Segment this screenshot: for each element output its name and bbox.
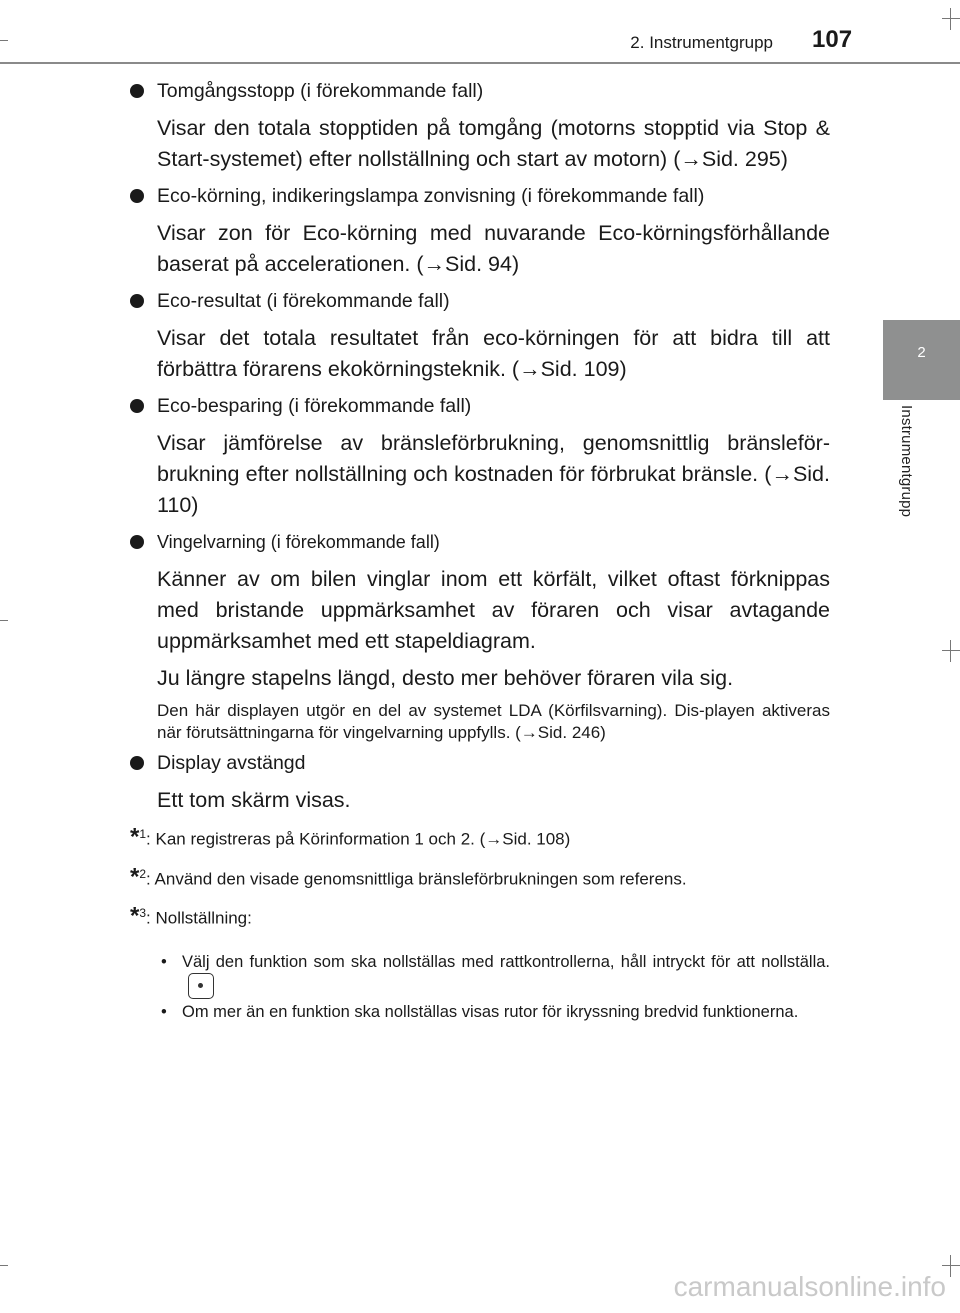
item-text: Visar den totala stopptiden på tomgång (motorns stopptid via Stop & Start-systemet) efter nollställning och start av motorn) (→Sid. 295) <box>157 116 830 171</box>
crop-mark <box>950 8 951 30</box>
crop-mark <box>0 40 8 41</box>
crop-mark <box>0 1265 8 1266</box>
header-divider <box>0 62 960 64</box>
main-content <box>130 76 830 1025</box>
chapter-number: 2 <box>917 344 926 361</box>
section-title: 2. Instrumentgrupp <box>630 33 773 52</box>
item-heading: Eco-besparing (i förekommande fall) <box>130 391 830 421</box>
bullet-dot-icon <box>130 84 144 98</box>
crop-mark <box>950 640 951 662</box>
chapter-label: Instrumentgrupp <box>898 405 915 518</box>
item-text: Ett tom skärm visas. <box>157 788 351 812</box>
bullet-dot-icon <box>130 189 144 203</box>
list-item: • Välj den funktion som ska nollställas med rattkontrollerna, håll intryckt för att nollställa. <box>130 951 830 999</box>
crop-mark <box>942 18 960 19</box>
item-text: Känner av om bilen vinglar inom ett körfält, vilket oftast förknippas med bristande uppmärksamhet av föraren och visar avtagande uppmärksamhet med ett stapeldiagram. <box>157 567 830 653</box>
bullet-dot-icon <box>130 535 144 549</box>
list-item: • Om mer än en funktion ska nollställas visas rutor för ikryssning bredvid funktionerna. <box>161 1002 799 1021</box>
bullet-dot-icon <box>130 756 144 770</box>
item-heading: Eco-körning, indikeringslampa zonvisning (i förekommande fall) <box>130 181 830 211</box>
footnote: *$^3$: Nollställning: <box>130 902 252 930</box>
item-heading: Tomgångsstopp (i förekommande fall) <box>130 76 830 106</box>
page-number: 107 <box>812 26 853 53</box>
item-heading: Display avstängd <box>130 748 830 778</box>
item-text: Visar det totala resultatet från eco-körningen för att bidra till att förbättra förarens ekokörningsteknik. (→Sid. 109) <box>157 326 830 381</box>
bullet-dot-icon <box>130 399 144 413</box>
crop-mark <box>942 650 960 651</box>
crop-mark <box>950 1255 951 1277</box>
footnote: *$^2$: Använd den visade genomsnittliga bränsleförbrukningen som referens. <box>130 863 687 891</box>
chapter-tab <box>883 320 960 400</box>
item-text: Ju längre stapelns längd, desto mer behöver föraren vila sig. <box>157 666 734 690</box>
bullet-dot-icon <box>130 294 144 308</box>
steering-ok-button-icon <box>188 973 214 999</box>
watermark: carmanualsonline.info <box>673 1271 946 1302</box>
item-text: Visar zon för Eco-körning med nuvarande Eco-körningsförhållande baserat på accelerationen. (→Sid. 94) <box>157 221 830 276</box>
crop-mark <box>0 620 8 621</box>
item-text: Visar jämförelse av bränsleförbrukning, genomsnittlig bränsleför-brukning efter nollställning och kostnaden för förbrukat bränsle. (→Sid. 110) <box>157 431 830 517</box>
item-heading: Vingelvarning (i förekommande fall) <box>130 527 830 557</box>
crop-mark <box>942 1265 960 1266</box>
item-note: Den här displayen utgör en del av systemet LDA (Körfilsvarning). Dis-playen aktiveras när förutsättningarna för vingelvarning uppfylls. (→Sid. 246) <box>157 701 830 742</box>
footnote: *$^1$: Kan registreras på Körinformation 1 och 2. (→Sid. 108) <box>130 823 571 851</box>
item-heading: Eco-resultat (i förekommande fall) <box>130 286 830 316</box>
